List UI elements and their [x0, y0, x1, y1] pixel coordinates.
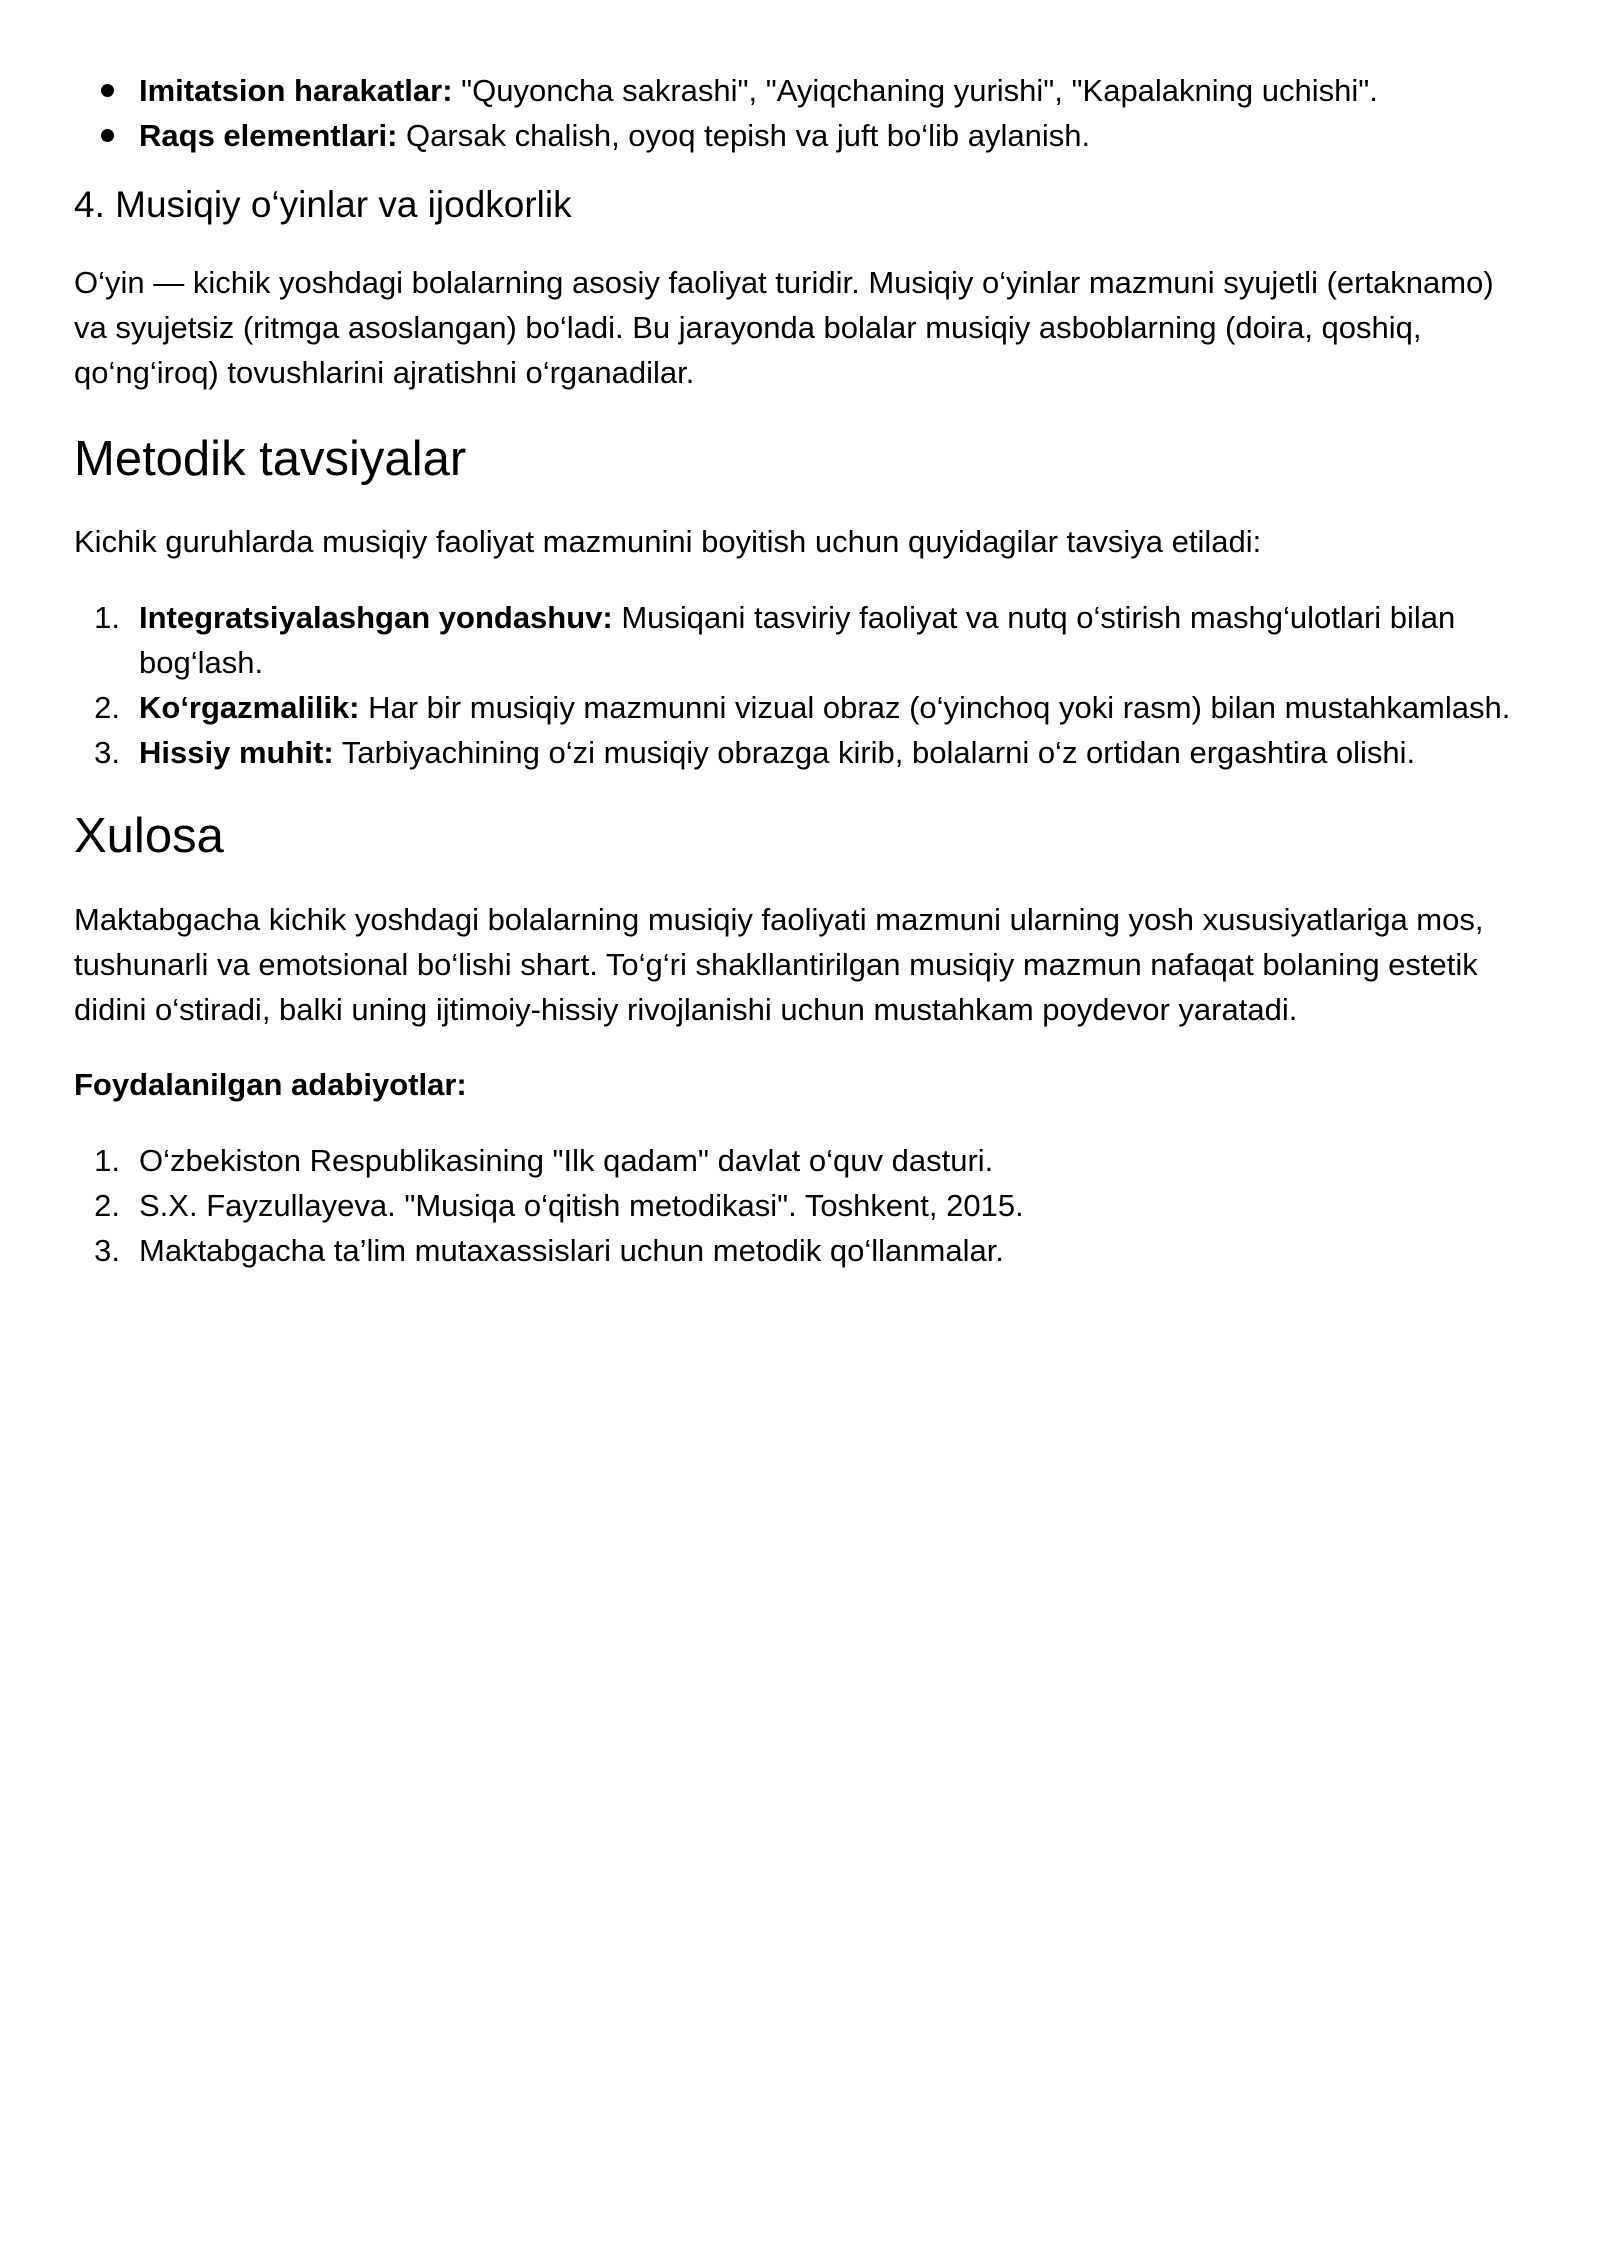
- references-heading: Foydalanilgan adabiyotlar:: [74, 1067, 467, 1102]
- list-item-text: Tarbiyachining o‘zi musiqiy obrazga kirib, bolalarni o‘z ortidan ergashtira olishi.: [333, 735, 1416, 770]
- list-item: [74, 1228, 1534, 1273]
- list-number: 2.: [94, 1188, 120, 1223]
- section-4-heading: 4. Musiqiy o‘yinlar va ijodkorlik: [74, 184, 572, 225]
- list-item: [74, 1183, 1534, 1228]
- bullet-icon: [101, 84, 114, 97]
- list-item: [74, 730, 1534, 775]
- list-item: [74, 113, 1534, 158]
- bullet-icon: [101, 129, 114, 142]
- list-item-term: Integratsiyalashgan yondashuv:: [139, 600, 613, 635]
- activity-bullet-list: [74, 68, 1534, 158]
- list-item-term: Imitatsion harakatlar:: [139, 73, 453, 108]
- list-item: [74, 685, 1534, 730]
- list-item-term: Hissiy muhit:: [139, 735, 334, 770]
- list-item-text: Musiqani tasviriy faoliyat va nutq o‘stirish mashg‘ulotlari bilan bog‘lash.: [139, 600, 1456, 680]
- list-number: 3.: [94, 735, 120, 770]
- list-item-text: "Quyoncha sakrashi", "Ayiqchaning yurishi", "Kapalakning uchishi".: [452, 73, 1378, 108]
- reference-text: O‘zbekiston Respublikasining "Ilk qadam" davlat o‘quv dasturi.: [139, 1143, 994, 1178]
- xulosa-heading: Xulosa: [74, 809, 224, 863]
- list-item-text: Qarsak chalish, oyoq tepish va juft bo‘lib aylanish.: [397, 118, 1091, 153]
- references-list: [74, 1138, 1534, 1273]
- reference-text: S.X. Fayzullayeva. "Musiqa o‘qitish metodikasi". Toshkent, 2015.: [139, 1188, 1024, 1223]
- list-item: [74, 1138, 1534, 1183]
- list-item: [74, 68, 1534, 113]
- list-item-term: Ko‘rgazmalilik:: [139, 690, 360, 725]
- list-number: 1.: [94, 600, 120, 635]
- section-4-paragraph: O‘yin — kichik yoshdagi bolalarning asosiy faoliyat turidir. Musiqiy o‘yinlar mazmuni syujetli (ertaknamo) va syujetsiz (ritmga asoslangan) bo‘ladi. Bu jarayonda bolalar musiqiy asboblarning (doira, qoshiq, qo‘ng‘iroq) tovushlarini ajratishni o‘rganadilar.: [74, 265, 1494, 390]
- list-number: 3.: [94, 1233, 120, 1268]
- list-item-term: Raqs elementlari:: [139, 118, 398, 153]
- document-page: [74, 68, 1534, 1273]
- list-item-text: Har bir musiqiy mazmunni vizual obraz (o‘yinchoq yoki rasm) bilan mustahkamlash.: [359, 690, 1511, 725]
- metodik-heading: Metodik tavsiyalar: [74, 432, 467, 486]
- list-number: 2.: [94, 690, 120, 725]
- list-item: [74, 595, 1534, 685]
- metodik-recommendations-list: [74, 595, 1534, 775]
- reference-text: Maktabgacha ta’lim mutaxassislari uchun metodik qo‘llanmalar.: [139, 1233, 1004, 1268]
- xulosa-paragraph: Maktabgacha kichik yoshdagi bolalarning musiqiy faoliyati mazmuni ularning yosh xususiyatlariga mos, tushunarli va emotsional bo‘lishi shart. To‘g‘ri shakllantirilgan musiqiy mazmun nafaqat bolaning estetik didini o‘stiradi, balki uning ijtimoiy-hissiy rivojlanishi uchun mustahkam poydevor yaratadi.: [74, 902, 1484, 1027]
- metodik-intro: Kichik guruhlarda musiqiy faoliyat mazmunini boyitish uchun quyidagilar tavsiya etiladi:: [74, 524, 1262, 559]
- list-number: 1.: [94, 1143, 120, 1178]
